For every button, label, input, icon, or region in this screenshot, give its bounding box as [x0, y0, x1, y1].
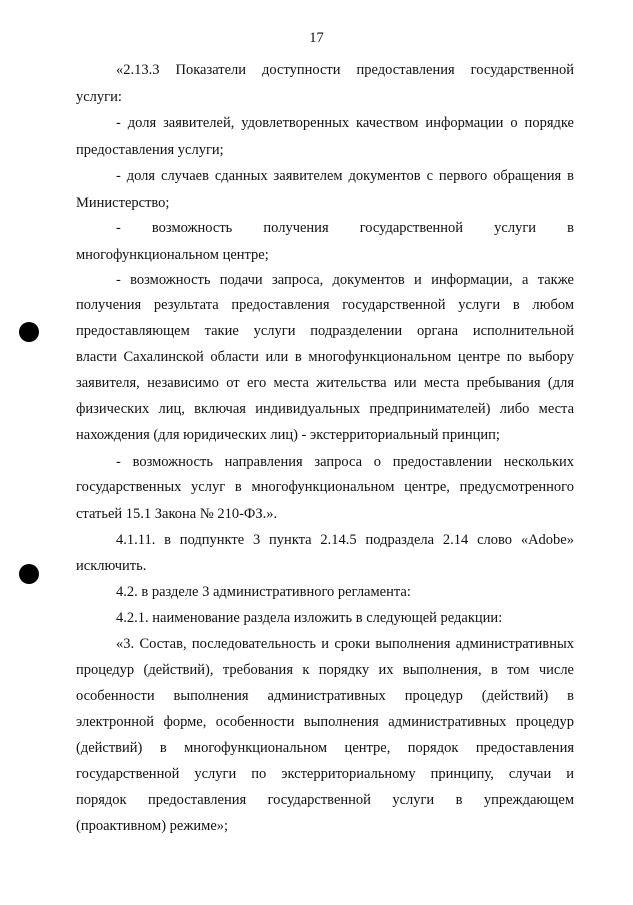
text-line: нахождения (для юридических лиц) - экстерриториальный принцип;	[76, 427, 500, 443]
text-line: государственных услуг в многофункциональном центре, предусмотренного	[76, 479, 574, 495]
text-line: «2.13.3 Показатели доступности предоставления государственной	[116, 62, 574, 78]
binder-hole-mark	[19, 322, 39, 342]
text-line: - доля случаев сданных заявителем документов с первого обращения в	[116, 168, 574, 184]
text-line: процедур (действий), требования к порядку их выполнения, в том числе	[76, 662, 574, 678]
text-line: многофункциональном центре;	[76, 247, 269, 263]
binder-hole-mark	[19, 564, 39, 584]
text-line: особенности выполнения административных процедур (действий) в	[76, 688, 574, 704]
text-line: - возможность подачи запроса, документов и информации, а также	[116, 272, 574, 288]
text-line: власти Сахалинской области или в многофункциональном центре по выбору	[76, 349, 574, 365]
text-line: - возможность получения государственной услуги в	[116, 220, 574, 236]
text-line: услуги:	[76, 89, 122, 105]
text-line: (проактивном) режиме»;	[76, 818, 229, 834]
text-line: получения результата предоставления государственной услуги в любом	[76, 297, 574, 313]
text-line: 4.2.1. наименование раздела изложить в следующей редакции:	[116, 610, 503, 626]
text-line: 4.2. в разделе 3 административного регламента:	[116, 584, 411, 600]
text-line: исключить.	[76, 558, 147, 574]
text-line: - возможность направления запроса о предоставлении нескольких	[116, 454, 574, 470]
text-line: предоставления услуги;	[76, 142, 224, 158]
text-line: предоставляющем такие услуги подразделении органа исполнительной	[76, 323, 574, 339]
text-line: порядок предоставления государственной услуги в упреждающем	[76, 792, 574, 808]
text-line: - доля заявителей, удовлетворенных качеством информации о порядке	[116, 115, 574, 131]
text-line: электронной форме, особенности выполнения административных процедур	[76, 714, 574, 730]
text-line: заявителя, независимо от его места жительства или места пребывания (для	[76, 375, 574, 391]
text-line: 4.1.11. в подпункте 3 пункта 2.14.5 подраздела 2.14 слово «Adobe»	[116, 532, 574, 548]
text-line: государственной услуги по экстерриториальному принципу, случаи и	[76, 766, 574, 782]
text-line: «3. Состав, последовательность и сроки выполнения административных	[116, 636, 574, 652]
text-line: Министерство;	[76, 195, 170, 211]
text-line: физических лиц, включая индивидуальных предпринимателей) либо места	[76, 401, 574, 417]
text-line: (действий) в многофункциональном центре, порядок предоставления	[76, 740, 574, 756]
page-number: 17	[309, 30, 324, 46]
text-line: статьей 15.1 Закона № 210-ФЗ.».	[76, 506, 278, 522]
